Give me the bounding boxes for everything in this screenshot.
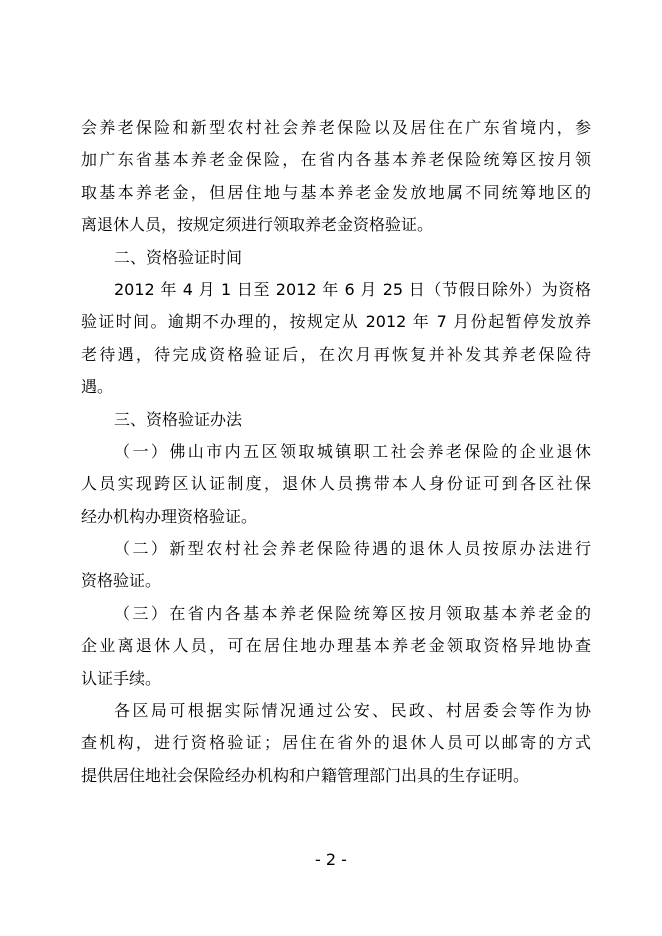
paragraph-line: 会养老保险和新型农村社会养老保险以及居住在广东省境内，参 [81, 118, 591, 137]
paragraph-line: 经办机构办理资格验证。 [81, 506, 258, 526]
paragraph-line: 资格验证。 [81, 571, 162, 591]
paragraph-line: 遇。 [81, 377, 114, 397]
paragraph-line: 查机构，进行资格验证；居住在省外的退休人员可以邮寄的方式 [81, 733, 591, 753]
paragraph-line: 验证时间。逾期不办理的，按规定从 2012 年 7 月份起暂停发放养 [81, 312, 591, 332]
paragraph-line: 离退休人员，按规定须进行领取养老金资格验证。 [81, 215, 434, 235]
page-number: - 2 - [315, 850, 347, 869]
paragraph-line: 各区局可根据实际情况通过公安、民政、村居委会等作为协 [114, 701, 591, 721]
section-heading-verification-method: 三、资格验证办法 [114, 409, 243, 429]
document-body [81, 112, 591, 792]
paragraph-line: 企业离退休人员，可在居住地办理基本养老金领取资格异地协查 [81, 636, 591, 656]
paragraph-line: （三）在省内各基本养老保险统筹区按月领取基本养老金的 [114, 603, 591, 623]
paragraph-line: 取基本养老金，但居住地与基本养老金发放地属不同统筹地区的 [81, 182, 591, 202]
paragraph-line: 加广东省基本养老金保险，在省内各基本养老保险统筹区按月领 [81, 150, 591, 170]
paragraph-line: 老待遇，待完成资格验证后，在次月再恢复并补发其养老保险待 [81, 344, 591, 364]
paragraph-line: （二）新型农村社会养老保险待遇的退休人员按原办法进行 [114, 539, 591, 559]
paragraph-line: 2012 年 4 月 1 日至 2012 年 6 月 25 日（节假日除外）为资格 [114, 279, 591, 299]
paragraph-line: 认证手续。 [81, 668, 162, 688]
paragraph-line: 人员实现跨区认证制度，退休人员携带本人身份证可到各区社保 [81, 474, 591, 494]
section-heading-verification-time: 二、资格验证时间 [114, 247, 243, 267]
paragraph-line: 提供居住地社会保险经办机构和户籍管理部门出具的生存证明。 [81, 765, 530, 785]
paragraph-line: （一）佛山市内五区领取城镇职工社会养老保险的企业退休 [114, 441, 591, 461]
